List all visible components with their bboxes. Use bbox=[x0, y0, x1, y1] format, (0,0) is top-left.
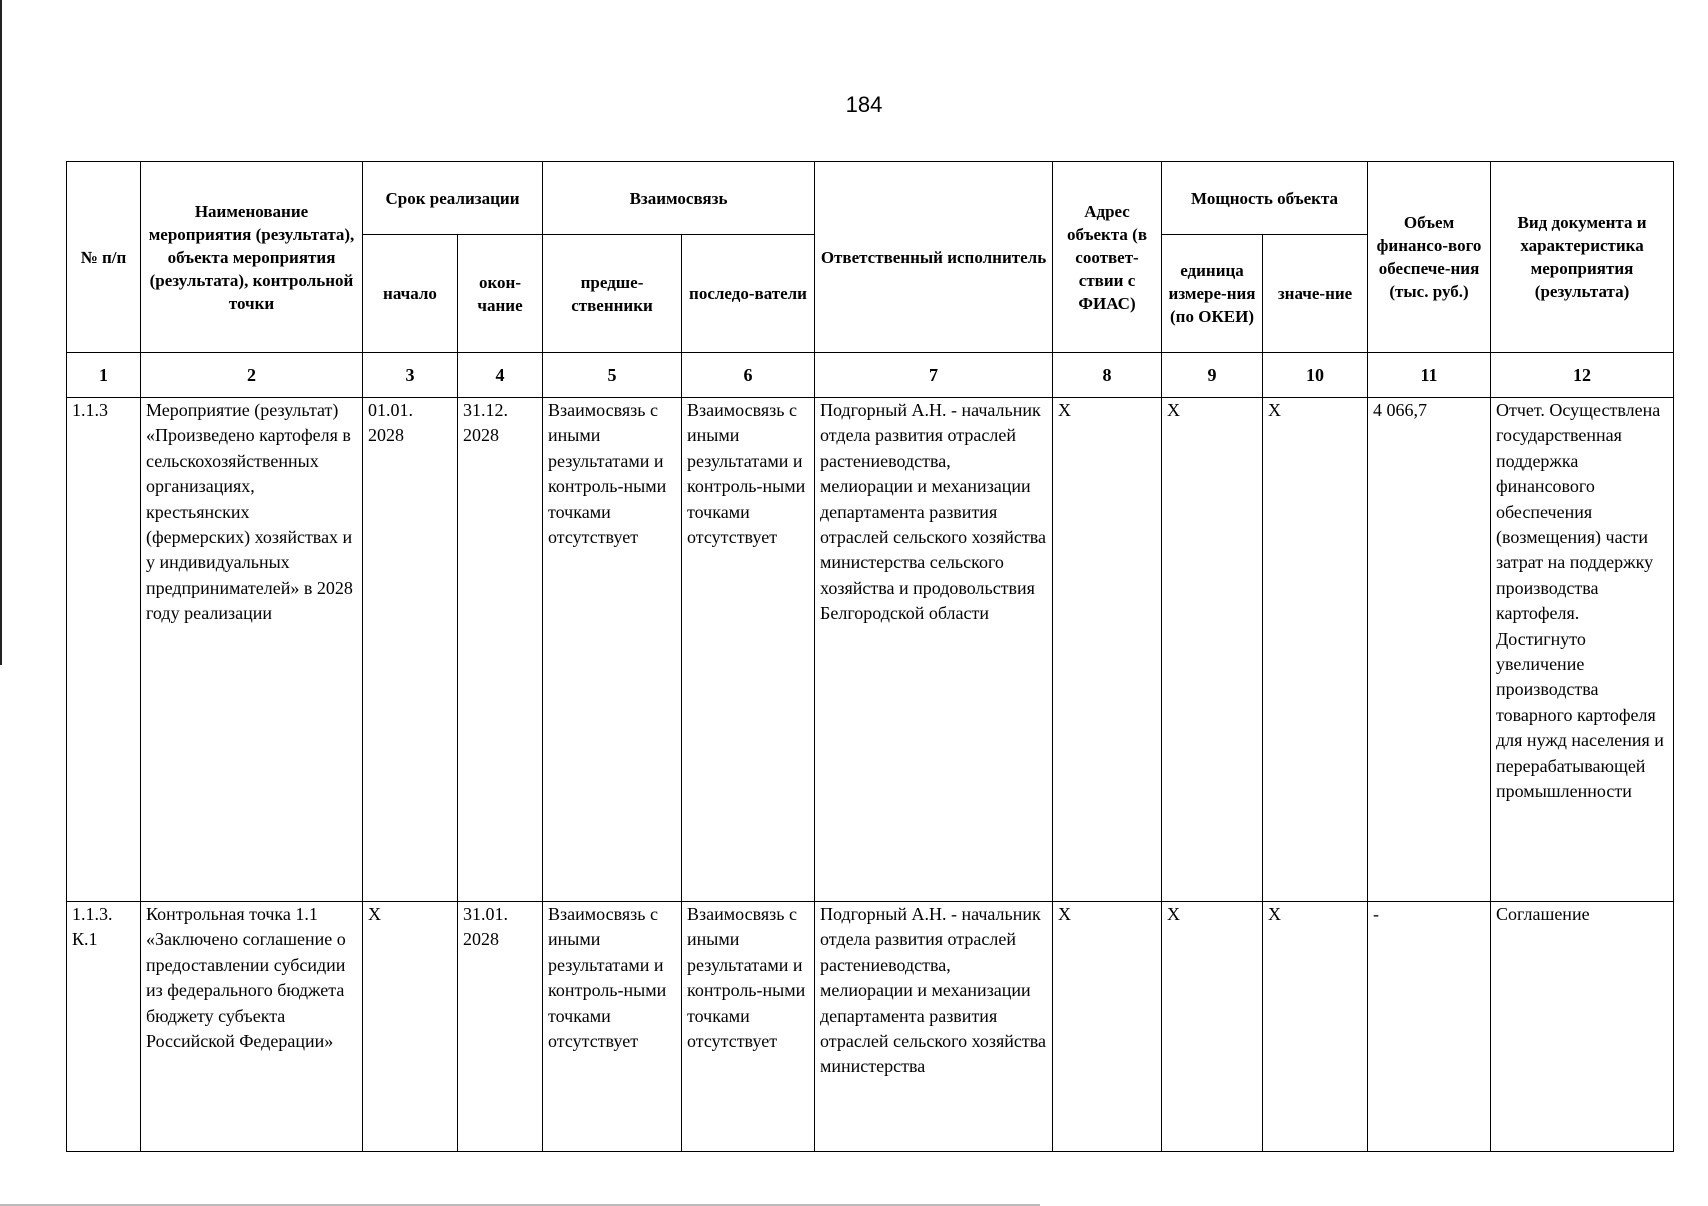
header-relation: Взаимосвязь bbox=[543, 162, 815, 235]
header-doc-type: Вид документа и характеристика мероприятия (результата) bbox=[1491, 162, 1674, 353]
column-number: 4 bbox=[458, 353, 543, 398]
row-unit: X bbox=[1162, 398, 1263, 902]
header-period: Срок реализации bbox=[363, 162, 543, 235]
row-address: X bbox=[1053, 398, 1162, 902]
column-number: 10 bbox=[1263, 353, 1368, 398]
header-address: Адрес объекта (в соответ-ствии с ФИАС) bbox=[1053, 162, 1162, 353]
row-value: X bbox=[1263, 398, 1368, 902]
header-num: № п/п bbox=[67, 162, 141, 353]
row-start: X bbox=[363, 902, 458, 1152]
header-relation-next: последо-ватели bbox=[682, 235, 815, 353]
column-number: 5 bbox=[543, 353, 682, 398]
row-name: Мероприятие (результат) «Произведено картофеля в сельскохозяйственных организациях, крестьянских (фермерских) хозяйствах и у индивидуальных предпринимателей» в 2028 году реализации bbox=[141, 398, 363, 902]
page-number: 184 bbox=[845, 92, 883, 117]
row-num: 1.1.3. К.1 bbox=[67, 902, 141, 1152]
column-number-row bbox=[67, 353, 1674, 398]
row-prev: Взаимосвязь с иными результатами и контроль-ными точками отсутствует bbox=[543, 902, 682, 1152]
row-address: X bbox=[1053, 902, 1162, 1152]
header-period-end: окон-чание bbox=[458, 235, 543, 353]
header-period-start: начало bbox=[363, 235, 458, 353]
plan-table bbox=[66, 161, 1674, 1152]
row-end: 31.12. 2028 bbox=[458, 398, 543, 902]
row-prev: Взаимосвязь с иными результатами и контроль-ными точками отсутствует bbox=[543, 398, 682, 902]
column-number: 11 bbox=[1368, 353, 1491, 398]
row-responsible: Подгорный А.Н. - начальник отдела развития отраслей растениеводства, мелиорации и механизации департамента развития отраслей сельского хозяйства министерства сельского хозяйства и продовольствия Белгородской области bbox=[815, 398, 1053, 902]
column-number: 12 bbox=[1491, 353, 1674, 398]
row-responsible: Подгорный А.Н. - начальник отдела развития отраслей растениеводства, мелиорации и механизации департамента развития отраслей сельского хозяйства министерства bbox=[815, 902, 1053, 1152]
column-number: 8 bbox=[1053, 353, 1162, 398]
header-capacity-unit: единица измере-ния (по ОКЕИ) bbox=[1162, 235, 1263, 353]
header-name: Наименование мероприятия (результата), объекта мероприятия (результата), контрольной точки bbox=[141, 162, 363, 353]
header-finance: Объем финансо-вого обеспече-ния (тыс. руб.) bbox=[1368, 162, 1491, 353]
column-number: 3 bbox=[363, 353, 458, 398]
column-number: 2 bbox=[141, 353, 363, 398]
column-number: 6 bbox=[682, 353, 815, 398]
row-next: Взаимосвязь с иными результатами и контроль-ными точками отсутствует bbox=[682, 902, 815, 1152]
row-finance: 4 066,7 bbox=[1368, 398, 1491, 902]
row-num: 1.1.3 bbox=[67, 398, 141, 902]
row-unit: X bbox=[1162, 902, 1263, 1152]
column-number: 1 bbox=[67, 353, 141, 398]
row-value: X bbox=[1263, 902, 1368, 1152]
row-end: 31.01. 2028 bbox=[458, 902, 543, 1152]
row-doc: Отчет. Осуществлена государственная поддержка финансового обеспечения (возмещения) части затрат на поддержку производства картофеля. Достигнуто увеличение производства товарного картофеля для нужд населения и перерабатывающей промышленности bbox=[1491, 398, 1674, 902]
row-start: 01.01. 2028 bbox=[363, 398, 458, 902]
table-row bbox=[67, 398, 1674, 902]
header-capacity: Мощность объекта bbox=[1162, 162, 1368, 235]
table-row bbox=[67, 902, 1674, 1152]
column-number: 9 bbox=[1162, 353, 1263, 398]
header-responsible: Ответственный исполнитель bbox=[815, 162, 1053, 353]
row-name: Контрольная точка 1.1 «Заключено соглашение о предоставлении субсидии из федерального бюджета бюджету субъекта Российской Федерации» bbox=[141, 902, 363, 1152]
header-relation-prev: предше-ственники bbox=[543, 235, 682, 353]
row-next: Взаимосвязь с иными результатами и контроль-ными точками отсутствует bbox=[682, 398, 815, 902]
header-capacity-value: значе-ние bbox=[1263, 235, 1368, 353]
scan-page-edge bbox=[0, 0, 2, 665]
column-number: 7 bbox=[815, 353, 1053, 398]
row-finance: - bbox=[1368, 902, 1491, 1152]
header-row-1 bbox=[67, 162, 1674, 235]
row-doc: Соглашение bbox=[1491, 902, 1674, 1152]
